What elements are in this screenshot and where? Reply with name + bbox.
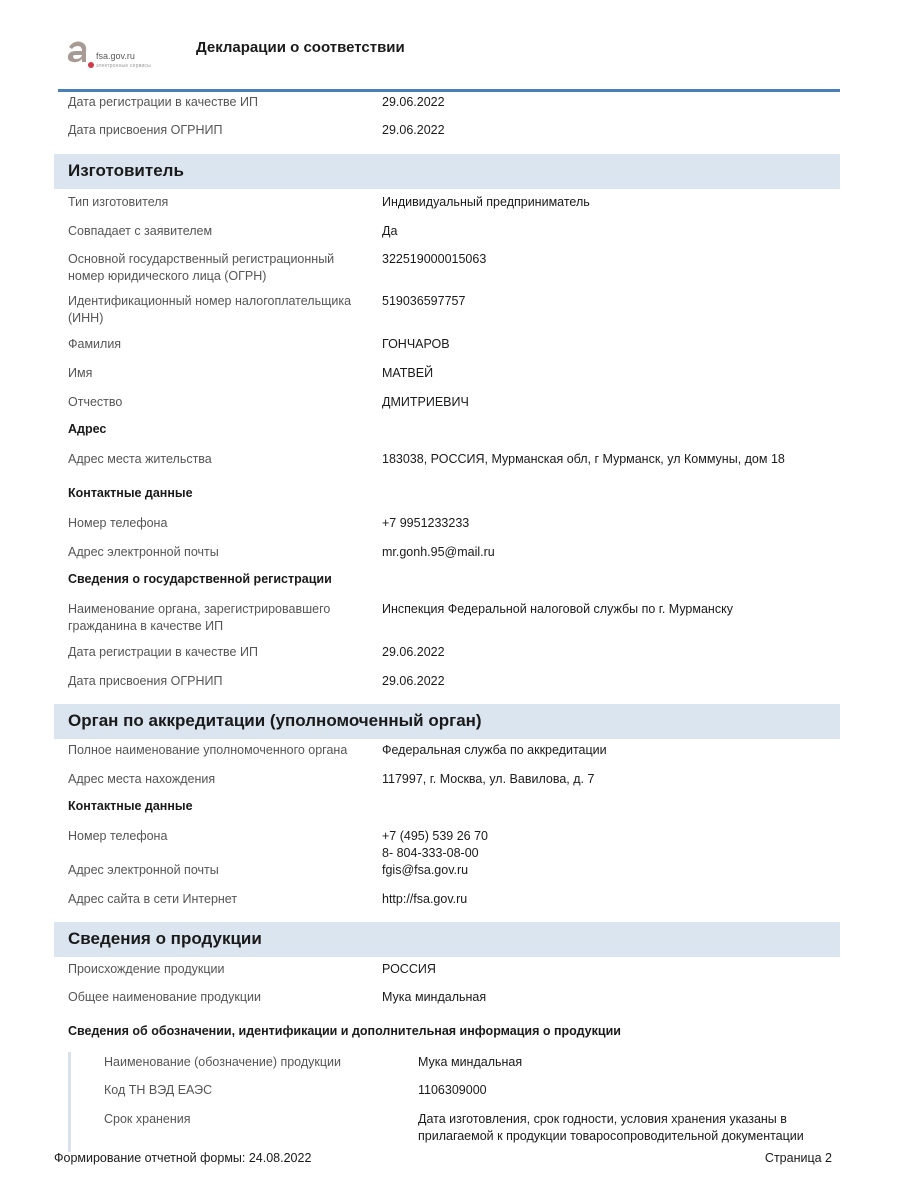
field-label: Номер телефона xyxy=(68,516,168,530)
field-label: Общее наименование продукции xyxy=(68,990,261,1004)
field-label: Тип изготовителя xyxy=(68,195,169,209)
field-label: Адрес сайта в сети Интернет xyxy=(68,892,238,906)
field-label: Дата присвоения ОГРНИП xyxy=(68,123,223,137)
field-label: Отчество xyxy=(68,395,123,409)
field-label: Срок хранения xyxy=(104,1112,191,1126)
field-value: МАТВЕЙ xyxy=(382,366,434,380)
section-title: Изготовитель xyxy=(68,161,184,180)
section-product xyxy=(54,922,840,957)
field-label: Имя xyxy=(68,366,93,380)
field-value: 117997, г. Москва, ул. Вавилова, д. 7 xyxy=(382,772,595,786)
field-value-secondary: 8- 804-333-08-00 xyxy=(382,846,479,860)
field-label: Адрес места жительства xyxy=(68,452,212,466)
field-label: Дата регистрации в качестве ИП xyxy=(68,95,258,109)
field-label: Основной государственный регистрационный номер юридического лица (ОГРН) xyxy=(68,252,335,283)
page-header xyxy=(58,28,840,90)
field-value: Дата изготовления, срок годности, условия хранения указаны в прилагаемой к продукции товаросопроводительной документации xyxy=(418,1112,804,1143)
field-value: fgis@fsa.gov.ru xyxy=(382,863,469,877)
field-value: 519036597757 xyxy=(382,294,466,308)
section-accreditation xyxy=(54,704,840,739)
logo-domain: fsa.gov.ru xyxy=(96,51,135,61)
footer-page-number: Страница 2 xyxy=(764,1151,832,1165)
section-title: Орган по аккредитации (уполномоченный орган) xyxy=(68,711,482,730)
section-title: Сведения о продукции xyxy=(68,929,262,948)
field-label: Наименование (обозначение) продукции xyxy=(104,1055,341,1069)
field-value: +7 9951233233 xyxy=(382,516,470,530)
field-label: Дата регистрации в качестве ИП xyxy=(68,645,258,659)
subheading-address: Адрес xyxy=(68,422,107,436)
field-value: Мука миндальная xyxy=(418,1055,523,1069)
field-label: Происхождение продукции xyxy=(68,962,225,976)
subheading-product-details: Сведения об обозначении, идентификации и дополнительная информация о продукции xyxy=(68,1024,621,1038)
field-value: Да xyxy=(382,224,398,238)
field-value: ГОНЧАРОВ xyxy=(382,337,450,351)
field-value: +7 (495) 539 26 70 xyxy=(382,829,488,843)
field-value: Федеральная служба по аккредитации xyxy=(382,743,607,757)
logo-subtitle: электронные сервисы xyxy=(96,63,151,69)
subheading-contacts: Контактные данные xyxy=(68,799,193,813)
field-value: 29.06.2022 xyxy=(382,95,445,109)
field-value: 322519000015063 xyxy=(382,252,487,266)
field-value: 29.06.2022 xyxy=(382,645,445,659)
header-divider xyxy=(58,89,840,92)
field-label: Идентификационный номер налогоплательщика (ИНН) xyxy=(68,294,352,325)
field-value: РОССИЯ xyxy=(382,962,436,976)
field-value: mr.gonh.95@mail.ru xyxy=(382,545,495,559)
subheading-contacts: Контактные данные xyxy=(68,486,193,500)
field-label: Совпадает с заявителем xyxy=(68,224,213,238)
field-value: Мука миндальная xyxy=(382,990,487,1004)
field-label: Адрес электронной почты xyxy=(68,545,219,559)
field-value: 29.06.2022 xyxy=(382,123,445,137)
field-value: 183038, РОССИЯ, Мурманская обл, г Мурманск, ул Коммуны, дом 18 xyxy=(382,452,785,466)
field-label: Полное наименование уполномоченного органа xyxy=(68,743,348,757)
section-manufacturer xyxy=(54,154,840,189)
field-label: Дата присвоения ОГРНИП xyxy=(68,674,223,688)
field-value: 1106309000 xyxy=(418,1083,487,1097)
field-label: Наименование органа, зарегистрировавшего гражданина в качестве ИП xyxy=(68,602,331,633)
fsa-logo xyxy=(64,38,184,78)
field-label: Код ТН ВЭД ЕАЭС xyxy=(104,1083,213,1097)
document-title: Декларации о соответствии xyxy=(196,39,405,56)
footer-generated-date: Формирование отчетной формы: 24.08.2022 xyxy=(54,1151,312,1165)
field-value: Индивидуальный предприниматель xyxy=(382,195,590,209)
field-label: Фамилия xyxy=(68,337,122,351)
field-value: Инспекция Федеральной налоговой службы по г. Мурманску xyxy=(382,602,733,616)
field-value: 29.06.2022 xyxy=(382,674,445,688)
details-indent-bar xyxy=(68,1052,71,1152)
field-label: Адрес места нахождения xyxy=(68,772,216,786)
subheading-registration: Сведения о государственной регистрации xyxy=(68,572,332,586)
field-value: ДМИТРИЕВИЧ xyxy=(382,395,469,409)
fsa-logo-icon xyxy=(64,38,94,70)
field-value: http://fsa.gov.ru xyxy=(382,892,468,906)
field-label: Адрес электронной почты xyxy=(68,863,219,877)
field-label: Номер телефона xyxy=(68,829,168,843)
